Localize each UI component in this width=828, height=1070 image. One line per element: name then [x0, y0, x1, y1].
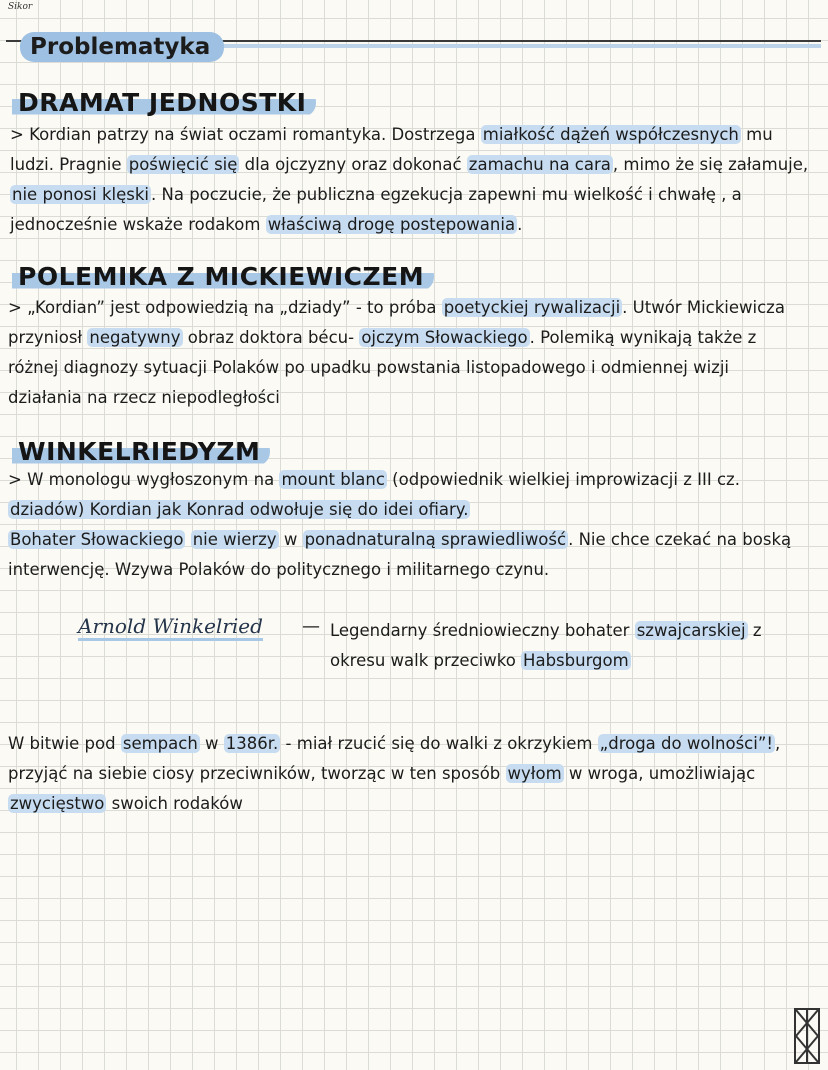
- text-run: . Nie chce czekać na boską: [568, 530, 792, 549]
- highlighted-phrase: mount blanc: [281, 470, 385, 489]
- text-run: dla ojczyzny oraz dokonać: [239, 155, 467, 174]
- text-run: obraz doktora bécu-: [182, 328, 360, 347]
- highlighted-phrase: właściwą drogę postępowania: [267, 215, 516, 234]
- section-heading-text: POLEMIKA Z MICKIEWICZEM: [12, 262, 434, 291]
- text-run: - miał rzucić się do walki z okrzykiem: [280, 734, 598, 753]
- text-run: ,: [775, 734, 781, 753]
- text-run: swoich rodaków: [106, 794, 243, 813]
- text-line: [10, 150, 815, 180]
- text-run: [185, 530, 190, 549]
- text-line: [8, 383, 813, 413]
- highlighted-phrase: wyłom: [507, 764, 562, 783]
- highlighted-phrase: negatywny: [89, 328, 181, 347]
- highlighted-phrase: poświęcić się: [128, 155, 238, 174]
- text-line: [8, 323, 813, 353]
- definition-line: [330, 616, 790, 646]
- highlighted-phrase: „droga do wolności”!: [599, 734, 773, 753]
- page-title: Problematyka: [20, 32, 224, 62]
- section-body-winkelriedyzm: [8, 465, 813, 585]
- text-line: [8, 495, 813, 525]
- text-run: przyniosł: [8, 328, 88, 347]
- highlighted-phrase: szwajcarskiej: [636, 621, 746, 640]
- brand-logo: [794, 1008, 820, 1064]
- text-run: . Na poczucie, że publiczna egzekucja zapewni mu wielkość i chwałę , a: [151, 185, 742, 204]
- highlighted-phrase: dziadów) Kordian jak Konrad odwołuje się do idei ofiary.: [10, 500, 469, 519]
- highlighted-phrase: ponadnaturalną sprawiedliwość: [304, 530, 567, 549]
- text-run: w: [278, 530, 303, 549]
- text-run: > „Kordian” jest odpowiedzią na „dziady” - to próba: [8, 298, 442, 317]
- section-heading-text: WINKELRIEDYZM: [12, 437, 270, 466]
- text-line: [8, 293, 813, 323]
- definition-term: [78, 614, 263, 641]
- text-line: [10, 180, 815, 210]
- definition-name: Arnold Winkelried: [78, 614, 263, 638]
- section-heading-dramat: [12, 88, 316, 118]
- text-run: > W monologu wygłoszonym na: [8, 470, 280, 489]
- text-line: [8, 525, 813, 555]
- text-run: jednocześnie wskaże rodakom: [10, 215, 266, 234]
- text-run: mu: [740, 125, 773, 144]
- definition-underline: [78, 638, 263, 641]
- text-line: [8, 729, 813, 759]
- definition-line: [330, 646, 790, 676]
- definition-dash: —: [302, 616, 320, 637]
- highlighted-phrase: miałkość dążeń współczesnych: [482, 125, 739, 144]
- text-run: (odpowiednik wielkiej improwizacji z III cz.: [386, 470, 740, 489]
- section-heading-polemika: [12, 262, 434, 292]
- text-line: [8, 555, 813, 585]
- text-run: > Kordian patrzy na świat oczami romantyka. Dostrzega: [10, 125, 481, 144]
- text-run: . Utwór Mickiewicza: [622, 298, 785, 317]
- text-line: [10, 210, 815, 240]
- text-run: . Polemiką wynikają także z: [529, 328, 757, 347]
- text-run: ludzi. Pragnie: [10, 155, 127, 174]
- definition-text: [330, 616, 790, 676]
- text-run: okresu walk przeciwko: [330, 651, 522, 670]
- highlighted-phrase: zamachu na cara: [468, 155, 611, 174]
- text-run: .: [517, 215, 523, 234]
- highlighted-phrase: ojczym Słowackiego: [361, 328, 528, 347]
- text-run: interwencję. Wzywa Polaków do politycznego i militarnego czynu.: [8, 560, 550, 579]
- section-heading-winkelriedyzm: [12, 437, 270, 467]
- highlighted-phrase: Bohater Słowackiego: [10, 530, 184, 549]
- section-body-dramat: [10, 120, 815, 240]
- text-line: [8, 353, 813, 383]
- text-line: [10, 120, 815, 150]
- text-run: działania na rzecz niepodległości: [8, 388, 280, 407]
- text-line: [8, 789, 813, 819]
- text-run: przyjąć na siebie ciosy przeciwników, tworząc w ten sposób: [8, 764, 506, 783]
- closing-paragraph: [8, 729, 813, 819]
- text-run: z: [747, 621, 762, 640]
- author-signature: Sikor: [8, 2, 33, 12]
- text-line: [8, 465, 813, 495]
- text-line: [8, 759, 813, 789]
- highlighted-phrase: Habsburgom: [523, 651, 629, 670]
- text-run: W bitwie pod: [8, 734, 121, 753]
- highlighted-phrase: sempach: [122, 734, 198, 753]
- text-run: różnej diagnozy sytuacji Polaków po upadku powstania listopadowego i odmiennej wizji: [8, 358, 729, 377]
- text-run: w wroga, umożliwiając: [563, 764, 756, 783]
- highlighted-phrase: nie wierzy: [192, 530, 277, 549]
- text-run: Legendarny średniowieczny bohater: [330, 621, 635, 640]
- text-run: , mimo że się załamuje,: [612, 155, 809, 174]
- highlighted-phrase: poetyckiej rywalizacji: [443, 298, 621, 317]
- section-heading-text: DRAMAT JEDNOSTKI: [12, 88, 316, 117]
- highlighted-phrase: zwycięstwo: [10, 794, 105, 813]
- section-body-polemika: [8, 293, 813, 413]
- highlighted-phrase: nie ponosi klęski: [12, 185, 150, 204]
- text-run: w: [199, 734, 224, 753]
- highlighted-phrase: 1386r.: [225, 734, 279, 753]
